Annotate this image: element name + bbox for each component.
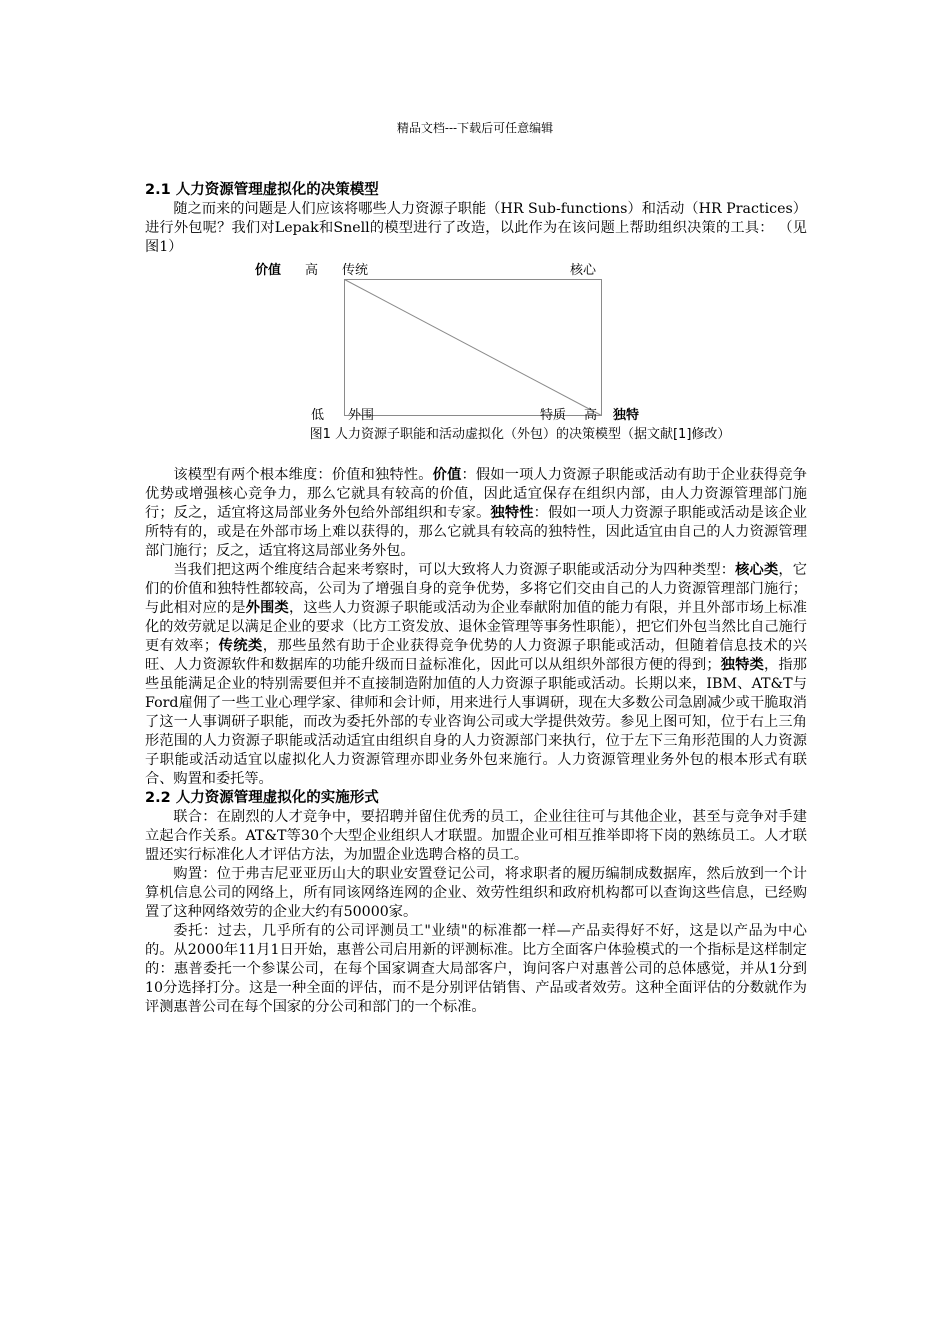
page-header: 精品文档---下载后可任意编辑 [396,121,554,135]
quadrant-top-right-label: 核心 [570,263,597,278]
quadrant-bottom-left-label: 外围 [348,408,375,423]
y-low-label: 低 [311,408,325,423]
paragraph-alliance: 联合：在剧烈的人才竞争中，要招聘并留住优秀的员工，企业往往可与其他企业，甚至与竞争对手建立起合作关系。AT&T等30个大型企业组织人才联盟。加盟企业可相互推举即将下岗的熟练员工。人才联盟还实行标准化人才评估方法，为加盟企业选聘合格的员工。 [145,809,807,863]
paragraph-dimensions: 该模型有两个根本维度：价值和独特性。价值：假如一项人力资源子职能或活动有助于企业获得竞争优势或增强核心竞争力，那么它就具有较高的价值，因此适宜保存在组织内部，由人力资源管理部门施行；反之，适宜将这局部业务外包给外部组织和专家。独特性：假如一项人力资源子职能或活动是该企业所特有的，或是在外部市场上难以获得的，那么它就具有较高的独特性，因此适宜由自己的人力资源管理部门施行；反之，适宜将这局部业务外包。 [145,467,807,559]
y-axis-label: 价值 [255,263,282,278]
x-axis-label: 独特 [613,408,640,423]
x-high-label: 高 [584,408,598,423]
quadrant-bottom-right-label: 特质 [540,408,567,423]
section-2-1-intro: 随之而来的问题是人们应该将哪些人力资源子职能（HR Sub-functions）和活动（HR Practices）进行外包呢？我们对Lepak和Snell的模型进行了改造，以此作为在该问题上帮助组织决策的工具： （见图1） [145,201,807,255]
paragraph-four-types: 当我们把这两个维度结合起来考察时，可以大致将人力资源子职能或活动分为四种类型：核心类，它们的价值和独特性都较高，公司为了增强自身的竞争优势，多将它们交由自己的人力资源管理部门施行；与此相对应的是外围类，这些人力资源子职能或活动为企业奉献附加值的能力有限，并且外部市场上标准化的效劳就足以满足企业的要求（比方工资发放、退休金管理等事务性职能），把它们外包当然比自己施行更有效率；传统类，那些虽然有助于企业获得竞争优势的人力资源子职能或活动，但随着信息技术的兴旺、人力资源软件和数据库的功能升级而日益标准化，因此可以从组织外部很方便的得到；独特类，指那些虽能满足企业的特别需要但并不直接制造附加值的人力资源子职能或活动。长期以来，IBM、AT&T与Ford雇佣了一些工业心理学家、律师和会计师，用来进行人事调研，现在大多数公司急剧减少或干脆取消了这一人事调研子职能，而改为委托外部的专业咨询公司或大学提供效劳。参见上图可知，位于右上三角形范围的人力资源子职能或活动适宜由组织自身的人力资源部门来执行，位于左下三角形范围的人力资源子职能或活动适宜以虚拟化人力资源管理亦即业务外包来施行。人力资源管理业务外包的根本形式有联合、购置和委托等。 [145,562,807,787]
y-high-label: 高 [305,263,319,278]
quadrant-top-left-label: 传统 [342,263,369,278]
paragraph-entrust: 委托：过去，几乎所有的公司评测员工"业绩"的标准都一样—产品卖得好不好，这是以产品为中心的。从2000年11月1日开始，惠普公司启用新的评测标准。比方全面客户体验模式的一个指标是这样制定的：惠普委托一个参谋公司，在每个国家调查大局部客户，询问客户对惠普公司的总体感觉，并从1分到10分选择打分。这是一种全面的评估，而不是分别评估销售、产品或者效劳。这种全面评估的分数就作为评测惠普公司在每个国家的分公司和部门的一个标准。 [145,923,807,1015]
section-2-2-heading: 2.2 人力资源管理虚拟化的实施形式 [145,790,379,806]
section-2-1-heading: 2.1 人力资源管理虚拟化的决策模型 [145,182,379,198]
decision-model-figure [145,261,807,466]
diagram-diagonal [345,280,602,416]
figure-caption: 图1 人力资源子职能和活动虚拟化（外包）的决策模型（据文献[1]修改） [309,427,731,442]
document-body [145,181,807,1017]
paragraph-purchase: 购置：位于弗吉尼亚亚历山大的职业安置登记公司，将求职者的履历编制成数据库，然后放到一个计算机信息公司的网络上，所有同该网络连网的企业、效劳性组织和政府机构都可以查询这些信息，已经购置了这种网络效劳的企业大约有50000家。 [145,866,807,920]
decision-model-diagram [344,279,602,416]
